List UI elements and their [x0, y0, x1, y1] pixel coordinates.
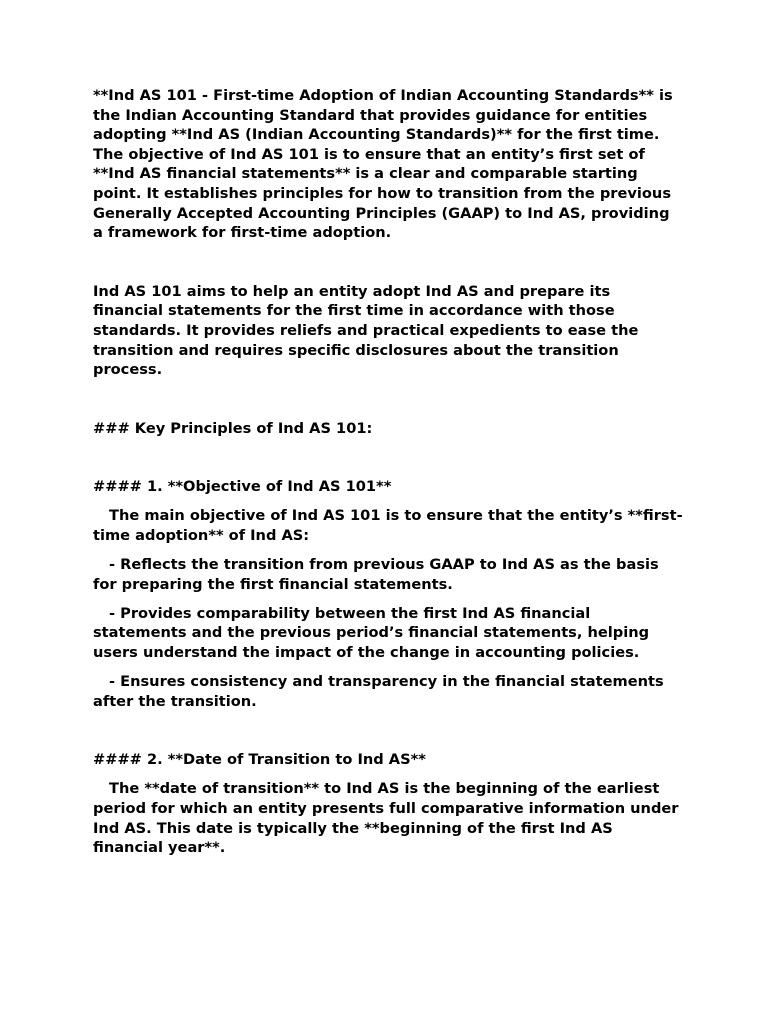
- spacer: [93, 497, 683, 507]
- section-1-bullet: - Ensures consistency and transparency in the financial statements after the transition.: [93, 673, 664, 710]
- spacer: [93, 380, 683, 419]
- spacer: [93, 594, 683, 604]
- section-1-bullet: - Provides comparability between the first Ind AS financial statements and the previous period’s financial statements, helping users understand the impact of the change in accounting policies.: [93, 604, 650, 661]
- section-2-heading: #### 2. **Date of Transition to Ind AS**: [93, 751, 426, 769]
- spacer: [93, 770, 683, 780]
- spacer: [93, 711, 683, 750]
- section-2-body: The **date of transition** to Ind AS is the beginning of the earliest period for which an entity presents full comparative information under Ind AS. This date is typically the **beginning of the first Ind AS financial year**.: [93, 780, 679, 857]
- section-1-bullet: - Reflects the transition from previous GAAP to Ind AS as the basis for preparing the first financial statements.: [93, 556, 659, 593]
- document-page: [93, 86, 683, 858]
- key-principles-heading: ### Key Principles of Ind AS 101:: [93, 419, 373, 437]
- intro-paragraph: **Ind AS 101 - First-time Adoption of Indian Accounting Standards** is the Indian Accounting Standard that provides guidance for entities adopting **Ind AS (Indian Accounting Standards)** for the first time. The objective of Ind AS 101 is to ensure that an entity’s first set of **Ind AS financial statements** is a clear and comparable starting point. It establishes principles for how to transition from the previous Generally Accepted Accounting Principles (GAAP) to Ind AS, providing a framework for first-time adoption.: [93, 87, 673, 242]
- section-1-heading: #### 1. **Objective of Ind AS 101**: [93, 478, 392, 496]
- section-1-lead: The main objective of Ind AS 101 is to ensure that the entity’s **first-time adoption** of Ind AS:: [93, 507, 683, 544]
- spacer: [93, 438, 683, 477]
- aims-paragraph: Ind AS 101 aims to help an entity adopt Ind AS and prepare its financial statements for the first time in accordance with those standards. It provides reliefs and practical expedients to ease the transition and requires specific disclosures about the transition process.: [93, 282, 639, 379]
- spacer: [93, 663, 683, 673]
- spacer: [93, 546, 683, 556]
- spacer: [93, 243, 683, 282]
